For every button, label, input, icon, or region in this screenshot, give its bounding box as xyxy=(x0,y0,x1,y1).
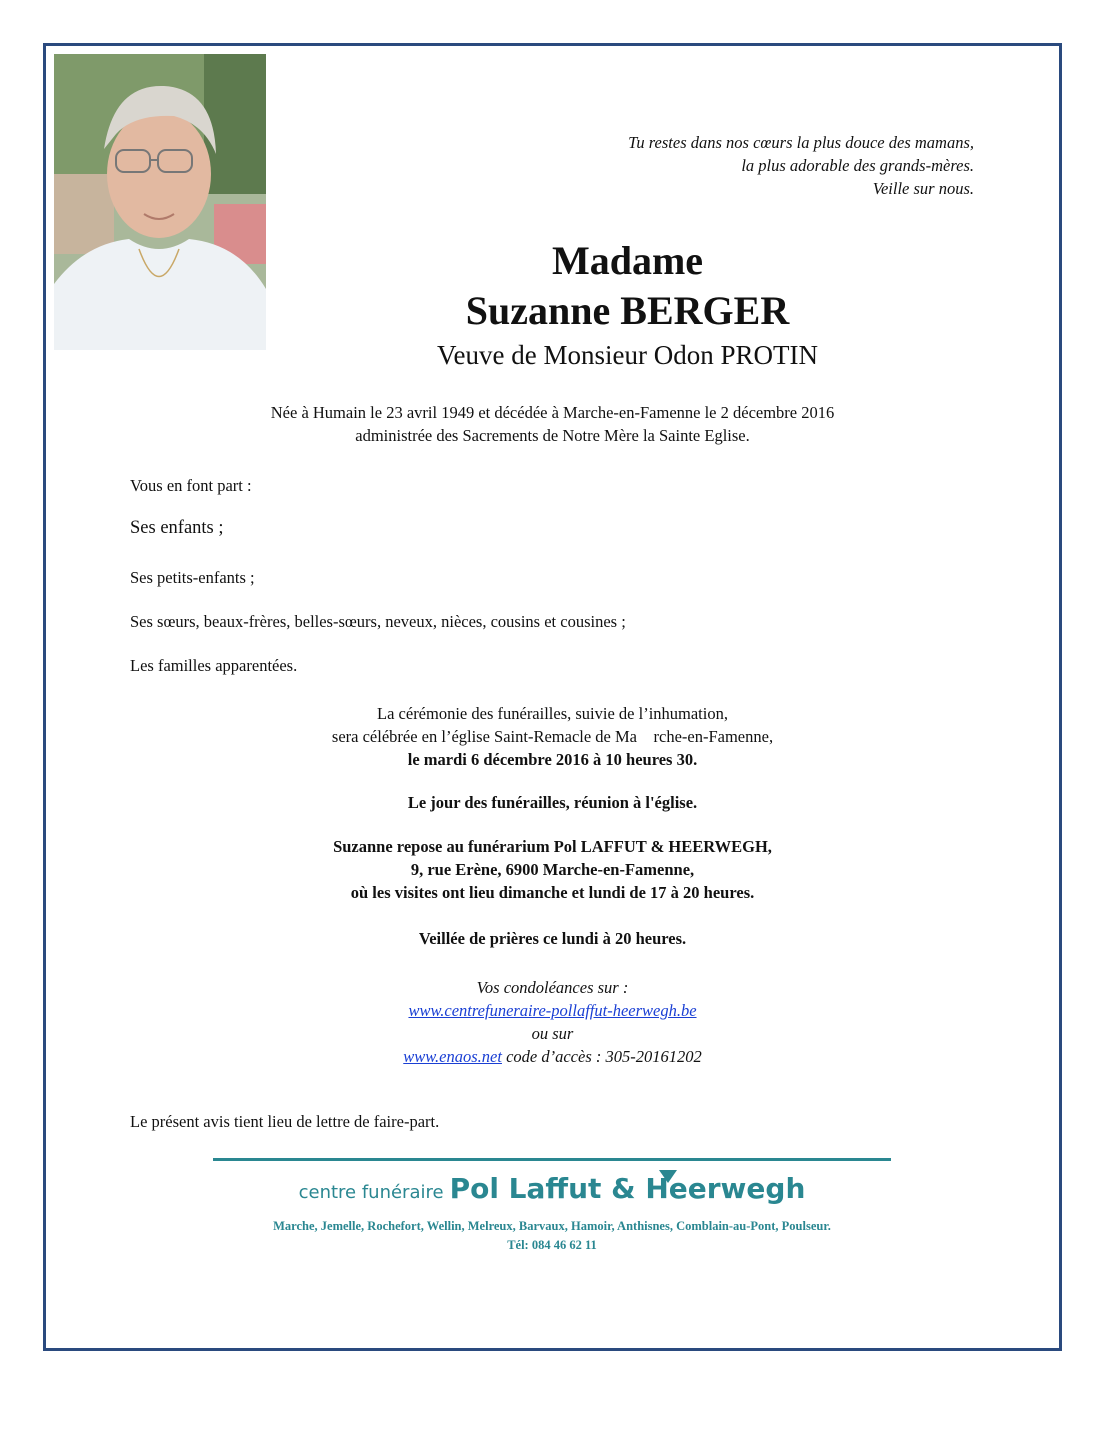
footer-divider xyxy=(213,1158,891,1161)
rest-info xyxy=(130,835,975,904)
epitaph-line: Veille sur nous. xyxy=(872,179,974,198)
condolences-intro: Vos condoléances sur : xyxy=(476,978,629,997)
epitaph-line: la plus adorable des grands-mères. xyxy=(741,156,974,175)
rest-line-2: 9, rue Erène, 6900 Marche-en-Famenne, xyxy=(410,860,695,879)
family-children: Ses enfants ; xyxy=(130,518,224,538)
sacraments-line: administrée des Sacrements de Notre Mère la Sainte Eglise. xyxy=(355,426,750,445)
rest-line-1: Suzanne repose au funérarium Pol LAFFUT & HEERWEGH, xyxy=(333,837,772,856)
access-code: code d’accès : 305-20161202 xyxy=(501,1047,702,1066)
ceremony-line-1: La cérémonie des funérailles, suivie de l’inhumation, xyxy=(377,704,728,723)
funeral-home-towns: Marche, Jemelle, Rochefort, Wellin, Melreux, Barvaux, Hamoir, Anthisnes, Comblain-au-Pont, Poulseur. xyxy=(273,1219,831,1233)
birth-death-line: Née à Humain le 23 avril 1949 et décédée à Marche-en-Famenne le 2 décembre 2016 xyxy=(270,403,835,422)
family-grandchildren: Ses petits-enfants ; xyxy=(130,568,255,587)
rest-line-3: où les visites ont lieu dimanche et lundi de 17 à 20 heures. xyxy=(350,883,755,902)
funeral-home-logo xyxy=(213,1172,891,1205)
meeting-info: Le jour des funérailles, réunion à l'église. xyxy=(407,793,698,812)
announcers-intro: Vous en font part : xyxy=(130,476,252,495)
epitaph-line: Tu restes dans nos cœurs la plus douce des mamans, xyxy=(628,133,974,152)
honorific: Madame xyxy=(551,238,704,283)
logo-prefix: centre funéraire xyxy=(298,1182,444,1203)
condolences-or: ou sur xyxy=(531,1024,574,1043)
condolences-link-1[interactable]: www.centrefuneraire-pollaffut-heerwegh.be xyxy=(408,1001,697,1020)
ceremony-info xyxy=(130,702,975,771)
vigil-info: Veillée de prières ce lundi à 20 heures. xyxy=(418,929,687,948)
deceased-name: Suzanne BERGER xyxy=(465,288,790,333)
family-siblings: Ses sœurs, beaux-frères, belles-sœurs, neveux, nièces, cousins et cousines ; xyxy=(130,612,626,631)
logo-triangle-icon xyxy=(659,1170,677,1183)
condolences-link-2[interactable]: www.enaos.net xyxy=(403,1047,502,1066)
condolences xyxy=(130,976,975,1068)
deceased-heading xyxy=(370,236,885,372)
widow-of: Veuve de Monsieur Odon PROTIN xyxy=(437,340,818,370)
family-related: Les familles apparentées. xyxy=(130,656,298,675)
ceremony-line-2: sera célébrée en l’église Saint-Remacle de Ma rche-en-Famenne, xyxy=(331,727,774,746)
epitaph xyxy=(628,131,974,200)
logo-name: Pol Laffut & Heerwegh xyxy=(449,1172,806,1205)
funeral-home-phone: Tél: 084 46 62 11 xyxy=(507,1238,597,1252)
notice: Le présent avis tient lieu de lettre de faire-part. xyxy=(130,1112,440,1131)
ceremony-date: le mardi 6 décembre 2016 à 10 heures 30. xyxy=(407,750,698,769)
portrait-photo xyxy=(54,54,266,350)
birth-death-info xyxy=(130,401,975,447)
